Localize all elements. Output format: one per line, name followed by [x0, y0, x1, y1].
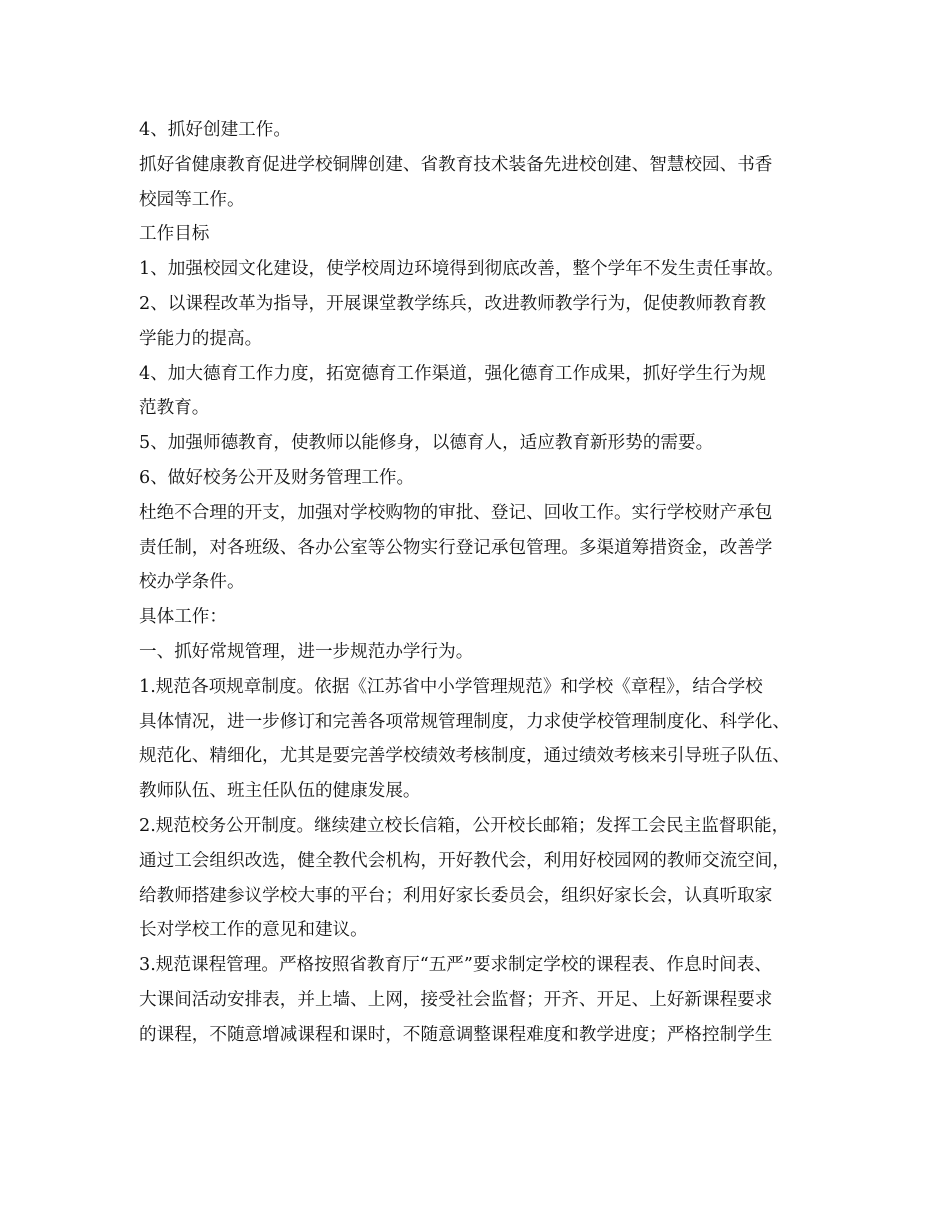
text-line: 具体情况，进一步修订和完善各项常规管理制度，力求使学校管理制度化、科学化、 [139, 711, 790, 732]
text-line: 杜绝不合理的开支，加强对学校购物的审批、登记、回收工作。实行学校财产承包 [139, 502, 773, 523]
text-line: 2.规范校务公开制度。继续建立校长信箱，公开校长邮箱；发挥工会民主监督职能， [139, 815, 790, 836]
text-line: 学能力的提高。 [139, 328, 263, 349]
text-line: 抓好省健康教育促进学校铜牌创建、省教育技术装备先进校创建、智慧校园、书香 [139, 154, 773, 175]
text-line: 校园等工作。 [139, 189, 245, 210]
text-line: 给教师搭建参议学校大事的平台；利用好家长委员会，组织好家长会，认真听取家 [139, 885, 773, 906]
text-line: 大课间活动安排表，并上墙、上网，接受社会监督；开齐、开足、上好新课程要求 [139, 989, 773, 1010]
text-line: 2、以课程改革为指导，开展课堂教学练兵，改进教师教学行为，促使教师教育教 [139, 293, 766, 314]
text-line: 教师队伍、班主任队伍的健康发展。 [139, 781, 421, 802]
section-heading: 具体工作： [139, 607, 227, 628]
text-line: 一、抓好常规管理，进一步规范办学行为。 [139, 641, 474, 662]
text-line: 4、加大德育工作力度，拓宽德育工作渠道，强化德育工作成果，抓好学生行为规 [139, 363, 766, 384]
text-line: 校办学条件。 [139, 572, 245, 593]
text-line: 范教育。 [139, 398, 210, 419]
text-line: 5、加强师德教育，使教师以能修身，以德育人，适应教育新形势的需要。 [139, 433, 714, 454]
section-heading: 工作目标 [139, 224, 210, 245]
text-line: 1、加强校园文化建设，使学校周边环境得到彻底改善，整个学年不发生责任事故。 [139, 259, 784, 280]
text-line: 4、抓好创建工作。 [139, 120, 291, 140]
text-line: 规范化、精细化，尤其是要完善学校绩效考核制度，通过绩效考核来引导班子队伍、 [139, 746, 790, 767]
text-line: 1.规范各项规章制度。依据《江苏省中小学管理规范》和学校《章程》，结合学校 [139, 676, 763, 697]
text-line: 长对学校工作的意见和建议。 [139, 920, 368, 941]
text-line: 3.规范课程管理。严格按照省教育厅“五严”要求制定学校的课程表、作息时间表、 [139, 955, 772, 976]
text-line: 6、做好校务公开及财务管理工作。 [139, 467, 415, 488]
document-body [139, 113, 829, 1053]
text-line: 责任制，对各班级、各办公室等公物实行登记承包管理。多渠道筹措资金，改善学 [139, 537, 773, 558]
text-line: 的课程，不随意增减课程和课时，不随意调整课程难度和教学进度；严格控制学生 [139, 1024, 773, 1045]
text-line: 通过工会组织改选，健全教代会机构，开好教代会，利用好校园网的教师交流空间， [139, 850, 790, 871]
